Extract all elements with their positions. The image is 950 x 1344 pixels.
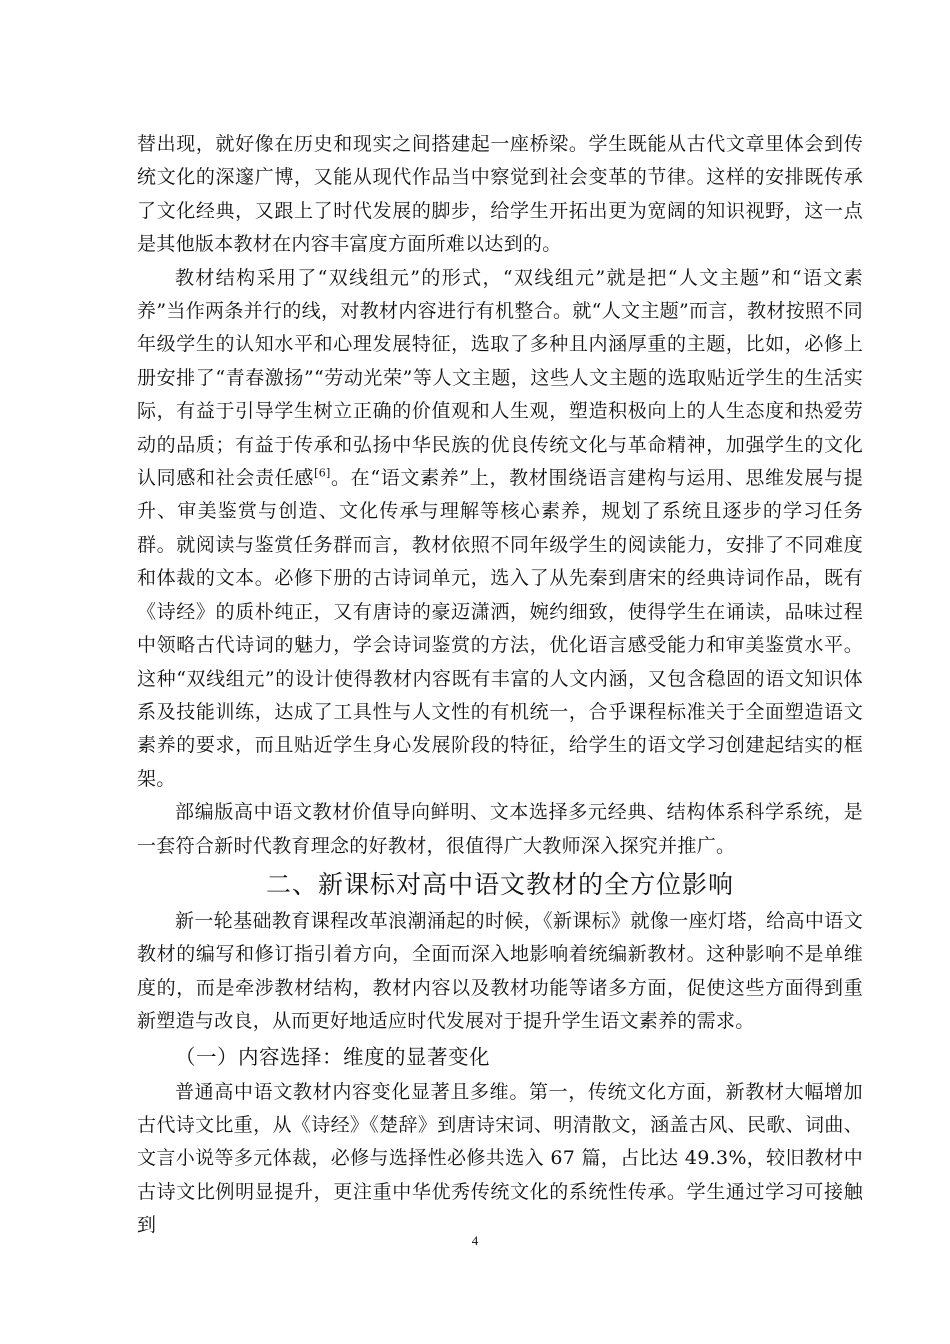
paragraph-double-line-structure xyxy=(137,262,863,797)
paragraph-continued: 替出现，就好像在历史和现实之间搭建起一座桥梁。学生既能从古代文章里体会到传统文化的深邃广博，又能从现代作品当中察觉到社会变革的节律。这样的安排既传承了文化经典，又跟上了时代发展的脚步，给学生开拓出更为宽阔的知识视野，这一点是其他版本教材在内容丰富度方面所难以达到的。 xyxy=(137,133,863,256)
subsection-heading: （一）内容选择：维度的显著变化 xyxy=(175,1044,490,1069)
paragraph-text-part-2: 。在“语文素养”上，教材围绕语言建构与运用、思维发展与提升、审美鉴赏与创造、文化传承与理解等核心素养，规划了系统且逐步的学习任务群。就阅读与鉴赏任务群而言，教材依照不同年级学生的阅读能力，安排了不同难度和体裁的文本。必修下册的古诗词单元，选入了从先秦到唐宋的经典诗词作品，既有《诗经》的质朴纯正，又有唐诗的豪迈潇洒，婉约细致，使得学生在诵读，品味过程中领略古代诗词的魅力，学会诗词鉴赏的方法，优化语言感受能力和审美鉴赏水平。这种“双线组元”的设计使得教材内容既有丰富的人文内涵，又包含稳固的语文知识体系及技能训练，达成了工具性与人文性的有机统一，合乎课程标准关于全面塑造语文素养的要求，而且贴近学生身心发展阶段的特征，给学生的语文学习创建起结实的框架。 xyxy=(137,467,864,790)
citation-marker[interactable]: [6] xyxy=(314,466,331,480)
paragraph-text-part-1: 教材结构采用了“双线组元”的形式，“双线组元”就是把“人文主题”和“语文素养”当作两条并行的线，对教材内容进行有机整合。就“人文主题”而言，教材按照不同年级学生的认知水平和心理发展特征，选取了多种且内涵厚重的主题，比如，必修上册安排了“青春激扬”“劳动光荣”等人文主题，这些人文主题的选取贴近学生的生活实际，有益于引导学生树立正确的价值观和人生观，塑造积极向上的人生态度和热爱劳动的品质；有益于传承和弘扬中华民族的优良传统文化与革命精神，加强学生的文化认同感和社会责任感 xyxy=(137,266,863,490)
page-number: 4 xyxy=(471,1233,479,1248)
page-body xyxy=(137,128,863,1243)
subsection-paragraph: 普通高中语文教材内容变化显著且多维。第一，传统文化方面，新教材大幅增加古代诗文比重，从《诗经》《楚辞》到唐诗宋词、明清散文，涵盖古风、民歌、词曲、文言小说等多元体裁，必修与选择性必修共选入 67 篇，占比达 49.3%，较旧教材中古诗文比例明显提升，更注重中华优秀传统文化的系统性传承。学生通过学习可接触到 xyxy=(137,1080,863,1237)
section-intro-paragraph: 新一轮基础教育课程改革浪潮涌起的时候，《新课标》就像一座灯塔，给高中语文教材的编写和修订指引着方向，全面而深入地影响着统编新教材。这种影响不是单维度的，而是牵涉教材结构，教材内容以及教材功能等诸多方面，促使这些方面得到重新塑造与改良，从而更好地适应时代发展对于提升学生语文素养的需求。 xyxy=(137,909,863,1033)
paragraph-summary: 部编版高中语文教材价值导向鲜明、文本选择多元经典、结构体系科学系统，是一套符合新时代教育理念的好教材，很值得广大教师深入探究并推广。 xyxy=(137,801,863,857)
section-heading: 二、新课标对高中语文教材的全方位影响 xyxy=(265,869,734,899)
